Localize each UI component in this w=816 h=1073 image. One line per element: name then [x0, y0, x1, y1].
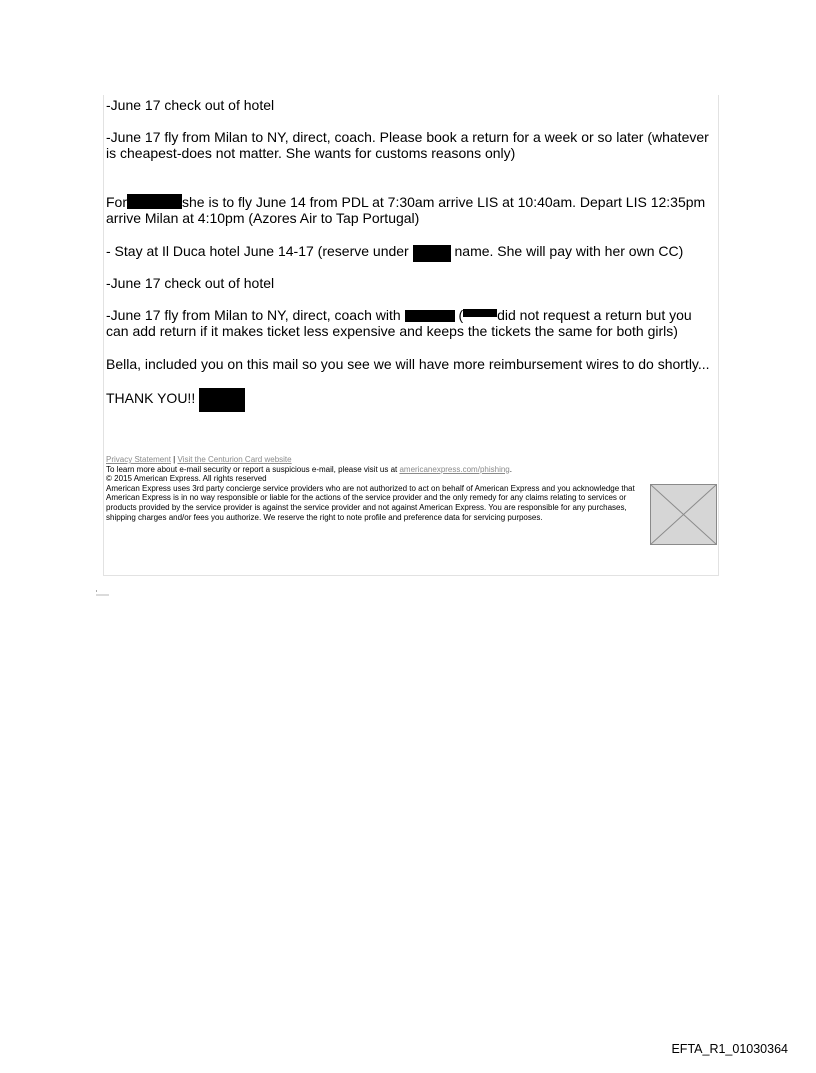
para3-lead: For [106, 194, 127, 210]
security-text: To learn more about e-mail security or report a suspicious e-mail, please visit us at [106, 464, 398, 474]
redaction-block [463, 309, 497, 317]
broken-image-placeholder [650, 484, 717, 545]
para3-rest: she is to fly June 14 from PDL at 7:30am arrive LIS at 10:40am. Depart LIS 12:35pm arrive Milan at 4:10pm (Azores Air to Tap Portugal) [106, 194, 706, 226]
bates-number: EFTA_R1_01030364 [671, 1042, 788, 1056]
line-bella-note: Bella, included you on this mail so you see we will have more reimbursement wires to do shortly... [106, 356, 710, 372]
paragraph-flight-pdl [106, 194, 718, 226]
line-flight-milan-1: -June 17 fly from Milan to NY, direct, coach. Please book a return for a week or so later (whatever is cheapest-does not matter. She wants for customs reasons only) [106, 129, 709, 161]
centurion-card-link[interactable]: Visit the Centurion Card website [177, 455, 292, 464]
paragraph-flight-milan-2 [106, 307, 718, 339]
line-checkout-2: -June 17 check out of hotel [106, 275, 275, 291]
redaction-block [127, 194, 182, 209]
line-hotel-stay [106, 243, 718, 262]
para6-lead: -June 17 fly from Milan to NY, direct, coach with [106, 307, 401, 323]
redaction-block [413, 245, 451, 262]
concierge-disclaimer: American Express uses 3rd party concierge service providers who are not authorized to act on behalf of American Express and you acknowledge that American Express is in no way responsible or liable for the actions of the service provider and the only remedy for any claims relating to services or products provided by the service provider is against the service provider and not against American Express. You are responsible for any purchases, shipping charges and/or fees you authorize. We reserve the right to note profile and preference data for servicing purposes. [106, 483, 635, 522]
amex-footer [106, 455, 651, 522]
copyright-text: © 2015 American Express. All rights reserved [106, 474, 267, 484]
redaction-block [199, 388, 245, 412]
para6-paren: ( [458, 307, 464, 323]
para6-rest: did not request a return but you can add return if it makes ticket less expensive and keeps the tickets the same for both girls) [106, 307, 692, 339]
privacy-statement-link[interactable]: Privacy Statement [106, 455, 171, 464]
phishing-link[interactable]: americanexpress.com/phishing [399, 464, 510, 474]
thank-you-text: THANK YOU!! [106, 390, 196, 406]
security-period: . [509, 464, 512, 474]
redaction-block [405, 310, 455, 322]
line-checkout-1: -June 17 check out of hotel [106, 97, 275, 113]
para4-lead: - Stay at Il Duca hotel June 14-17 (reserve under [106, 243, 409, 259]
stray-scan-mark [95, 590, 109, 596]
footer-links [106, 455, 651, 465]
para4-rest: name. She will pay with her own CC) [454, 243, 684, 259]
link-separator: | [173, 455, 176, 464]
image-placeholder-x-icon [651, 485, 716, 544]
security-notice [106, 465, 651, 475]
line-thank-you [106, 388, 718, 412]
